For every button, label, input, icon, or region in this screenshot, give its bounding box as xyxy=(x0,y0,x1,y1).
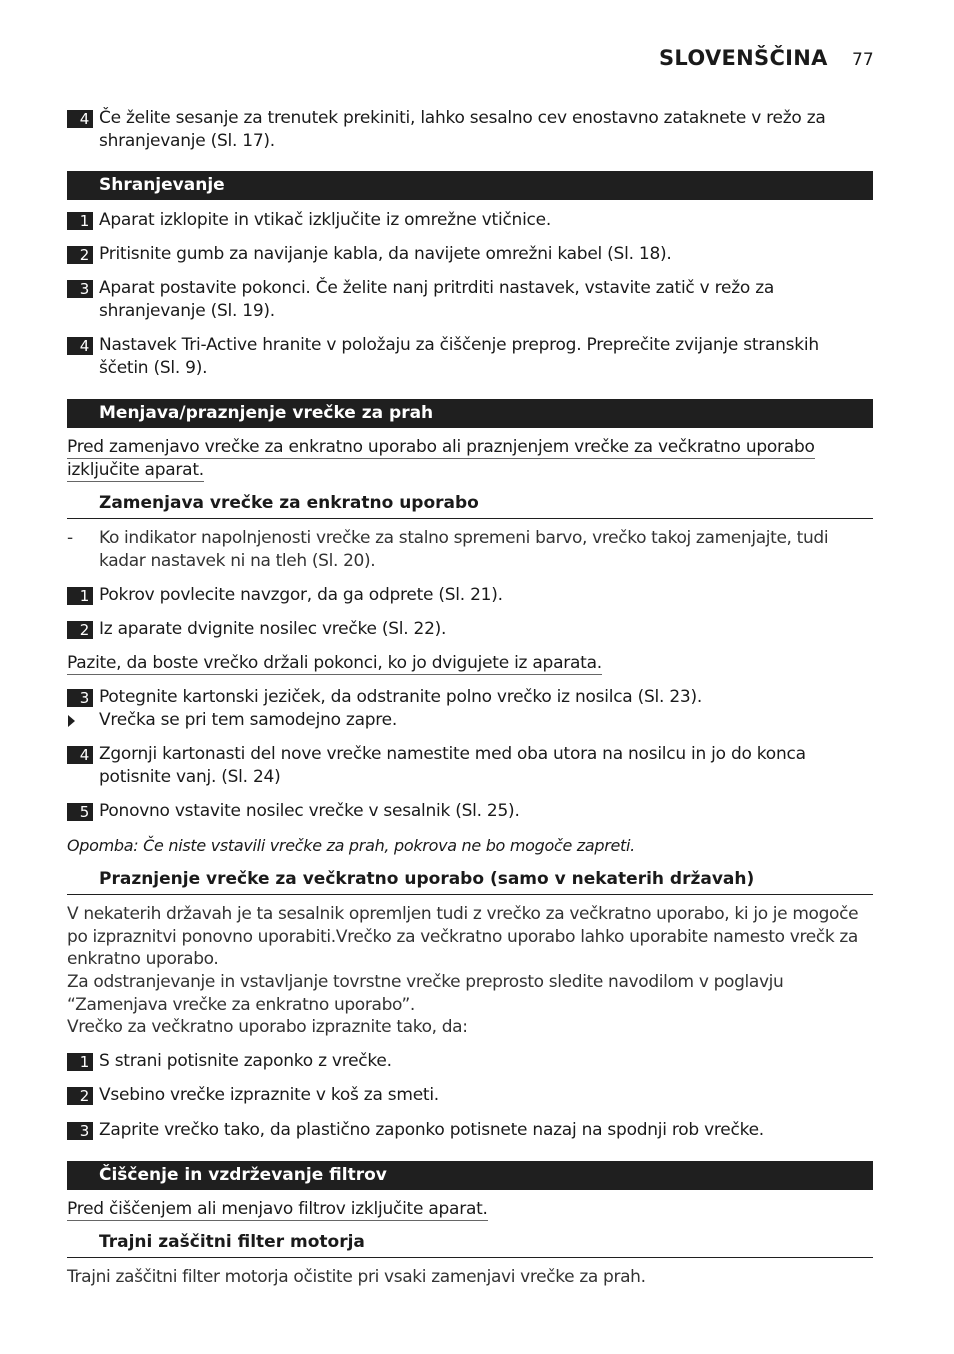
section-heading-filters: Čiščenje in vzdrževanje filtrov xyxy=(67,1161,873,1190)
step-item xyxy=(67,107,867,153)
step-text: Aparat postavite pokonci. Če želite nanj pritrditi nastavek, vstavite zatič v režo za shranjevanje (Sl. 19). xyxy=(99,278,775,321)
step-text: Aparat izklopite in vtikač izključite iz omrežne vtičnice. xyxy=(99,210,551,230)
step-text: S strani potisnite zaponko z vrečke. xyxy=(99,1051,392,1071)
paragraph: Vrečko za večkratno uporabo izpraznite tako, da: xyxy=(67,1017,468,1037)
subheading-reusable-bag: Praznjenje vrečke za večkratno uporabo (samo v nekaterih državah) xyxy=(67,868,873,895)
result-arrow-icon xyxy=(68,715,75,727)
step-text: Iz aparate dvignite nosilec vrečke (Sl. 22). xyxy=(99,619,447,639)
step-number: 1 xyxy=(67,1053,93,1071)
step-item xyxy=(67,1119,867,1142)
page-number: 77 xyxy=(852,50,874,70)
step-text: Ponovno vstavite nosilec vrečke v sesalnik (Sl. 25). xyxy=(99,801,520,821)
warning-text: Pred čiščenjem ali menjavo filtrov izključite aparat. xyxy=(67,1199,488,1219)
result-item xyxy=(67,709,873,732)
step-number: 4 xyxy=(67,746,93,764)
step-text: Zaprite vrečko tako, da plastično zaponko potisnete nazaj na spodnji rob vrečke. xyxy=(99,1120,764,1140)
caution-line xyxy=(67,652,602,675)
step-item xyxy=(67,1050,867,1073)
step-number: 2 xyxy=(67,621,93,639)
step-item xyxy=(67,243,867,266)
warning-text: izključite aparat. xyxy=(67,460,204,480)
step-number: 3 xyxy=(67,280,93,298)
step-text: Zgornji kartonasti del nove vrečke namestite med oba utora na nosilcu in jo do konca potisnite vanj. (Sl. 24) xyxy=(99,744,806,787)
step-text: Vsebino vrečke izpraznite v koš za smeti. xyxy=(99,1085,439,1105)
subheading-disposable-bag: Zamenjava vrečke za enkratno uporabo xyxy=(67,492,873,519)
step-item xyxy=(67,686,867,709)
step-text: Pritisnite gumb za navijanje kabla, da navijete omrežni kabel (Sl. 18). xyxy=(99,244,672,264)
step-item xyxy=(67,743,867,789)
step-number: 5 xyxy=(67,803,93,821)
warning-text: Pred zamenjavo vrečke za enkratno uporabo ali praznjenjem vrečke za večkratno uporabo xyxy=(67,437,815,457)
step-number: 4 xyxy=(67,337,93,355)
step-item xyxy=(67,584,867,607)
result-text: Vrečka se pri tem samodejno zapre. xyxy=(99,710,398,730)
step-number: 2 xyxy=(67,246,93,264)
warning-line xyxy=(67,436,815,459)
caution-text: Pazite, da boste vrečko držali pokonci, ko jo dvigujete iz aparata. xyxy=(67,653,602,673)
step-number: 3 xyxy=(67,689,93,707)
note-text: Opomba: Če niste vstavili vrečke za prah, pokrova ne bo mogoče zapreti. xyxy=(67,836,635,855)
paragraph: Trajni zaščitni filter motorja očistite pri vsaki zamenjavi vrečke za prah. xyxy=(67,1267,646,1287)
step-number: 2 xyxy=(67,1087,93,1105)
step-item xyxy=(67,209,867,232)
step-text: Če želite sesanje za trenutek prekiniti, lahko sesalno cev enostavno zataknete v režo za shranjevanje (Sl. 17). xyxy=(99,108,826,151)
paragraph: Za odstranjevanje in vstavljanje tovrstne vrečke preprosto sledite navodilom v poglavju “Zamenjava vrečke za enkratno uporabo”. xyxy=(67,972,784,1015)
section-heading-bag: Menjava/praznjenje vrečke za prah xyxy=(67,399,873,428)
step-number: 3 xyxy=(67,1122,93,1140)
dash-list-item xyxy=(67,527,873,572)
language-header: SLOVENŠČINA xyxy=(659,46,828,70)
step-item xyxy=(67,800,867,823)
paragraph: V nekaterih državah je ta sesalnik opremljen tudi z vrečko za večkratno uporabo, ki jo je mogoče po izpraznitvi ponovno uporabiti.Vrečko za večkratno uporabo lahko uporabite namesto vrečk za enkratno uporabo. xyxy=(67,904,859,970)
step-item xyxy=(67,618,867,641)
step-text: Potegnite kartonski jeziček, da odstranite polno vrečko iz nosilca (Sl. 23). xyxy=(99,687,702,707)
step-item xyxy=(67,277,867,323)
step-text: Nastavek Tri-Active hranite v položaju za čiščenje preprog. Preprečite zvijanje stranskih ščetin (Sl. 9). xyxy=(99,335,819,378)
subheading-motor-filter: Trajni zaščitni filter motorja xyxy=(67,1231,873,1258)
section-heading-storage: Shranjevanje xyxy=(67,171,873,200)
step-number: 1 xyxy=(67,587,93,605)
step-number: 4 xyxy=(67,110,93,128)
warning-line xyxy=(67,459,204,482)
step-item xyxy=(67,1084,867,1107)
step-item xyxy=(67,334,867,380)
dash-bullet: - xyxy=(67,528,73,548)
step-text: Pokrov povlecite navzgor, da ga odprete (Sl. 21). xyxy=(99,585,503,605)
step-number: 1 xyxy=(67,212,93,230)
warning-line xyxy=(67,1198,488,1221)
dash-text: Ko indikator napolnjenosti vrečke za stalno spremeni barvo, vrečko takoj zamenjajte, tudi kadar nastavek ni na tleh (Sl. 20). xyxy=(99,528,829,571)
